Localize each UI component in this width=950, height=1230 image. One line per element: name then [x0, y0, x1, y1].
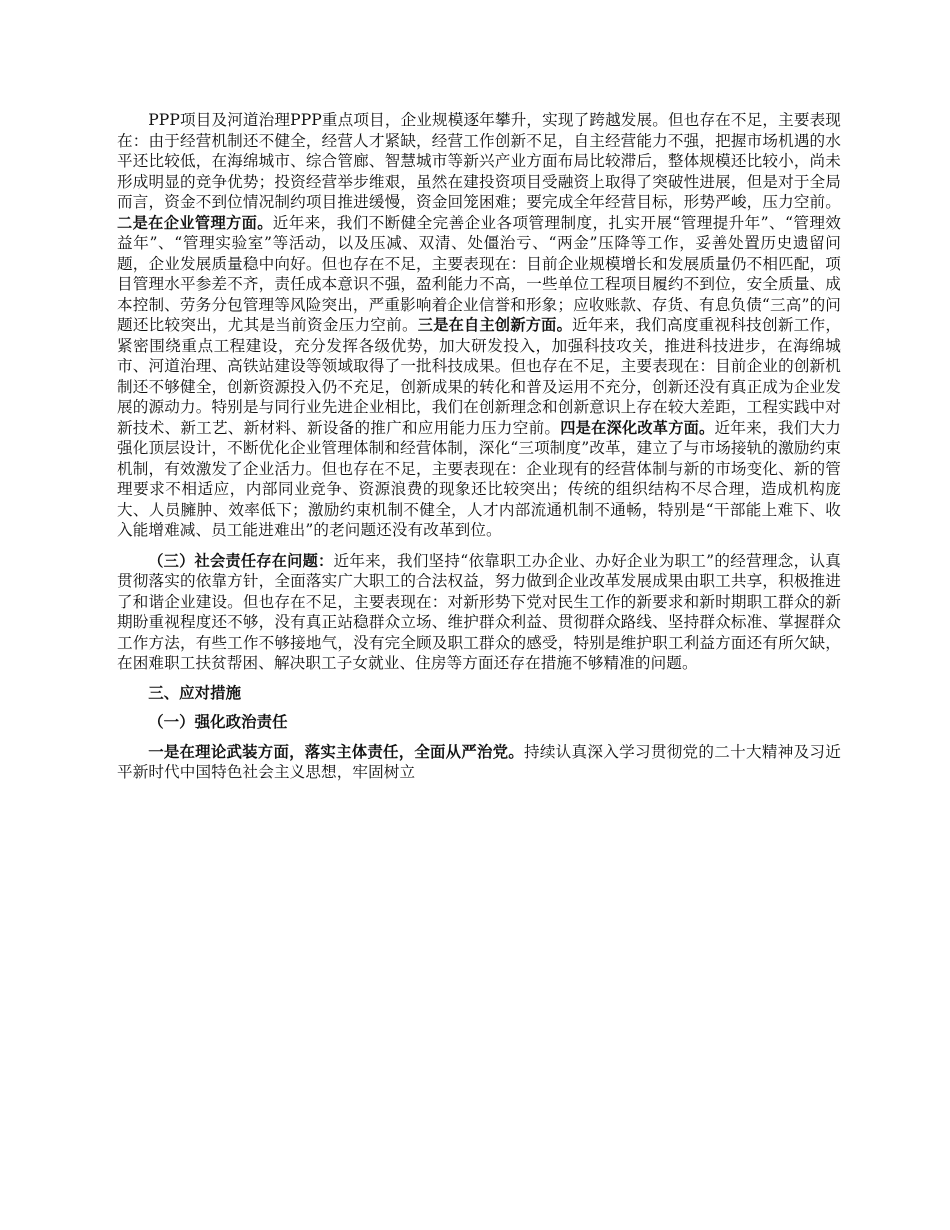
paragraph-operations-management: [117, 110, 841, 541]
text-theory: 持续认真深入学习贯彻党的二十大精神及习近平新时代中国特色社会主义思想，牢固树立: [117, 742, 841, 781]
bold-lead-management: 二是在企业管理方面。: [117, 213, 273, 232]
text-management: 近年来，我们不断健全完善企业各项管理制度，扎实开展“管理提升年”、“管理效益年”、“管理实验室”等活动，以及压减、双清、处僵治亏、“两金”压降等工作，妥善处置历史遗留问题，企业发展质量稳中向好。但也存在不足，主要表现在：目前企业规模增长和发展质量仍不相匹配，项目管理水平参差不齐，责任成本意识不强，盈利能力不高，一些单位工程项目履约不到位，安全质量、成本控制、劳务分包管理等风险突出，严重影响着企业信誉和形象；应收账款、存货、有息负债“三高”的问题还比较突出，尤其是当前资金压力空前。: [117, 213, 842, 334]
bold-lead-social-responsibility: （三）社会责任存在问题：: [148, 551, 334, 570]
paragraph-social-responsibility: [117, 551, 841, 674]
paragraph-theory-arming: [117, 742, 841, 783]
section-heading-countermeasures: 三、应对措施: [148, 683, 242, 702]
bold-lead-theory: 一是在理论武装方面，落实主体责任，全面从严治党。: [148, 742, 524, 761]
bold-lead-innovation: 三是在自主创新方面。: [417, 316, 573, 334]
text-reform: 近年来，我们大力强化顶层设计，不断优化企业管理体制和经营体制，深化“三项制度”改革，建立了与市场接轨的激励约束机制，有效激发了企业活力。但也存在不足，主要表现在：企业现有的经营体制与新的市场变化、新的管理要求不相适应，内部同业竞争、资源浪费的现象还比较突出；传统的组织结构不尽合理，造成机构庞大、人员臃肿、效率低下；激励约束机制不健全，人才内部流通机制不通畅，特别是“干部能上难下、收入能增难减、员工能进难出”的老问题还没有改革到位。: [117, 418, 842, 539]
text-social-responsibility: 近年来，我们坚持“依靠职工办企业、办好企业为职工”的经营理念，认真贯彻落实的依靠方针，全面落实广大职工的合法权益，努力做到企业改革发展成果由职工共享，积极推进了和谐企业建设。但也存在不足，主要表现在：对新形势下党对民生工作的新要求和新时期职工群众的新期盼重视程度还不够，没有真正站稳群众立场、维护群众利益、贯彻群众路线、坚持群众标准、掌握群众工作方法，有些工作不够接地气，没有完全顾及职工群众的感受，特别是维护职工利益方面还有所欠缺，在困难职工扶贫帮困、解决职工子女就业、住房等方面还存在措施不够精准的问题。: [117, 551, 841, 672]
text-operations: PPP项目及河道治理PPP重点项目，企业规模逐年攀升，实现了跨越发展。但也存在不足，主要表现在：由于经营机制还不健全，经营人才紧缺，经营工作创新不足，自主经营能力不强，把握市场机遇的水平还比较低，在海绵城市、综合管廊、智慧城市等新兴产业方面布局比较滞后，整体规模还比较小，尚未形成明显的竞争优势；投资经营举步维艰，虽然在建投资项目受融资上取得了突破性进展，但是对于全局而言，资金不到位情况制约项目推进缓慢，资金回笼困难；要完成全年经营目标，形势严峻，压力空前。: [117, 111, 841, 211]
document-page: [117, 110, 841, 783]
text-innovation: 近年来，我们高度重视科技创新工作，紧密围绕重点工程建设，充分发挥各级优势，加大研发投入，加强科技攻关，推进科技进步，在海绵城市、河道治理、高铁站建设等领域取得了一批科技成果。但也存在不足，主要表现在：目前企业的创新机制还不够健全，创新资源投入仍不充足，创新成果的转化和普及运用不充分，创新还没有真正成为企业发展的源动力。特别是与同行业先进企业相比，我们在创新理念和创新意识上存在较大差距，工程实践中对新技术、新工艺、新材料、新设备的推广和应用能力压力空前。: [117, 316, 842, 437]
subsection-heading-political-responsibility: （一）强化政治责任: [148, 713, 288, 731]
bold-lead-reform: 四是在深化改革方面。: [560, 418, 715, 437]
